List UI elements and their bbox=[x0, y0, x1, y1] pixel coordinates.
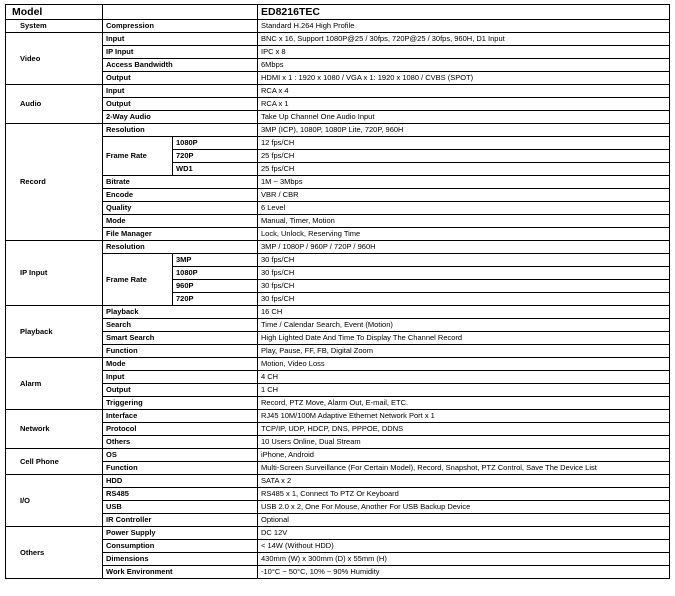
spec-row bbox=[6, 202, 670, 215]
header-row bbox=[6, 5, 670, 20]
feature-cell: 2-Way Audio bbox=[103, 111, 258, 124]
feature-cell: Frame Rate bbox=[103, 137, 173, 176]
value-cell: RCA x 1 bbox=[258, 98, 670, 111]
spec-row bbox=[6, 98, 670, 111]
spec-row bbox=[6, 462, 670, 475]
spec-row bbox=[6, 319, 670, 332]
value-cell: Optional bbox=[258, 514, 670, 527]
value-cell: DC 12V bbox=[258, 527, 670, 540]
spec-row bbox=[6, 488, 670, 501]
feature-cell: Dimensions bbox=[103, 553, 258, 566]
value-cell: 1M ~ 3Mbps bbox=[258, 176, 670, 189]
feature-cell: Interface bbox=[103, 410, 258, 423]
category-cell: IP Input bbox=[6, 241, 103, 306]
spec-row bbox=[6, 514, 670, 527]
feature-cell: Function bbox=[103, 345, 258, 358]
category-cell: Alarm bbox=[6, 358, 103, 410]
feature-cell: USB bbox=[103, 501, 258, 514]
header-spacer bbox=[103, 5, 258, 20]
feature-cell: Input bbox=[103, 371, 258, 384]
feature-cell: File Manager bbox=[103, 228, 258, 241]
spec-row bbox=[6, 241, 670, 254]
model-label: Model bbox=[6, 5, 103, 20]
value-cell: Take Up Channel One Audio Input bbox=[258, 111, 670, 124]
feature-cell: Power Supply bbox=[103, 527, 258, 540]
value-cell: SATA x 2 bbox=[258, 475, 670, 488]
value-cell: 3MP (ICP), 1080P, 1080P Lite, 720P, 960H bbox=[258, 124, 670, 137]
feature-cell: IP Input bbox=[103, 46, 258, 59]
value-cell: RS485 x 1, Connect To PTZ Or Keyboard bbox=[258, 488, 670, 501]
value-cell: Multi-Screen Surveillance (For Certain Model), Record, Snapshot, PTZ Control, Save The Device List bbox=[258, 462, 670, 475]
value-cell: Standard H.264 High Profile bbox=[258, 20, 670, 33]
category-cell: Video bbox=[6, 33, 103, 85]
value-cell: VBR / CBR bbox=[258, 189, 670, 202]
spec-table bbox=[5, 4, 670, 579]
feature-cell: RS485 bbox=[103, 488, 258, 501]
spec-row bbox=[6, 189, 670, 202]
value-cell: RCA x 4 bbox=[258, 85, 670, 98]
feature-cell: Input bbox=[103, 85, 258, 98]
value-cell: 25 fps/CH bbox=[258, 150, 670, 163]
spec-row bbox=[6, 553, 670, 566]
category-cell: Audio bbox=[6, 85, 103, 124]
spec-row bbox=[6, 384, 670, 397]
feature-cell: Output bbox=[103, 98, 258, 111]
spec-row bbox=[6, 72, 670, 85]
spec-row bbox=[6, 358, 670, 371]
value-cell: 6 Level bbox=[258, 202, 670, 215]
category-cell: Playback bbox=[6, 306, 103, 358]
feature-cell: Mode bbox=[103, 358, 258, 371]
feature-cell: Output bbox=[103, 72, 258, 85]
resolution-cell: 720P bbox=[173, 150, 258, 163]
value-cell: BNC x 16, Support 1080P@25 / 30fps, 720P@25 / 30fps, 960H, D1 Input bbox=[258, 33, 670, 46]
spec-row bbox=[6, 20, 670, 33]
value-cell: 6Mbps bbox=[258, 59, 670, 72]
resolution-cell: 1080P bbox=[173, 267, 258, 280]
spec-row bbox=[6, 59, 670, 72]
value-cell: 4 CH bbox=[258, 371, 670, 384]
spec-row bbox=[6, 215, 670, 228]
value-cell: Manual, Timer, Motion bbox=[258, 215, 670, 228]
value-cell: 1 CH bbox=[258, 384, 670, 397]
category-cell: Record bbox=[6, 124, 103, 241]
feature-cell: Resolution bbox=[103, 124, 258, 137]
feature-cell: Encode bbox=[103, 189, 258, 202]
feature-cell: Consumption bbox=[103, 540, 258, 553]
feature-cell: Input bbox=[103, 33, 258, 46]
value-cell: Record, PTZ Move, Alarm Out, E-mail, ETC. bbox=[258, 397, 670, 410]
spec-row bbox=[6, 449, 670, 462]
value-cell: 3MP / 1080P / 960P / 720P / 960H bbox=[258, 241, 670, 254]
feature-cell: Access Bandwidth bbox=[103, 59, 258, 72]
spec-row bbox=[6, 176, 670, 189]
spec-row bbox=[6, 33, 670, 46]
feature-cell: Output bbox=[103, 384, 258, 397]
feature-cell: Protocol bbox=[103, 423, 258, 436]
feature-cell: Compression bbox=[103, 20, 258, 33]
spec-row bbox=[6, 345, 670, 358]
feature-cell: Playback bbox=[103, 306, 258, 319]
spec-row bbox=[6, 228, 670, 241]
value-cell: 10 Users Online, Dual Stream bbox=[258, 436, 670, 449]
value-cell: 30 fps/CH bbox=[258, 267, 670, 280]
category-cell: Network bbox=[6, 410, 103, 449]
spec-row bbox=[6, 137, 670, 150]
value-cell: USB 2.0 x 2, One For Mouse, Another For USB Backup Device bbox=[258, 501, 670, 514]
value-cell: 25 fps/CH bbox=[258, 163, 670, 176]
value-cell: 30 fps/CH bbox=[258, 254, 670, 267]
spec-row bbox=[6, 527, 670, 540]
value-cell: HDMI x 1 : 1920 x 1080 / VGA x 1: 1920 x 1080 / CVBS (SPOT) bbox=[258, 72, 670, 85]
value-cell: Time / Calendar Search, Event (Motion) bbox=[258, 319, 670, 332]
feature-cell: Function bbox=[103, 462, 258, 475]
feature-cell: Others bbox=[103, 436, 258, 449]
value-cell: < 14W (Without HDD) bbox=[258, 540, 670, 553]
category-cell: Cell Phone bbox=[6, 449, 103, 475]
spec-row bbox=[6, 332, 670, 345]
spec-row bbox=[6, 371, 670, 384]
model-value: ED8216TEC bbox=[258, 5, 670, 20]
feature-cell: Quality bbox=[103, 202, 258, 215]
resolution-cell: 3MP bbox=[173, 254, 258, 267]
category-cell: Others bbox=[6, 527, 103, 579]
feature-cell: IR Controller bbox=[103, 514, 258, 527]
value-cell: 16 CH bbox=[258, 306, 670, 319]
spec-row bbox=[6, 540, 670, 553]
feature-cell: Triggering bbox=[103, 397, 258, 410]
resolution-cell: WD1 bbox=[173, 163, 258, 176]
value-cell: 12 fps/CH bbox=[258, 137, 670, 150]
value-cell: 30 fps/CH bbox=[258, 280, 670, 293]
value-cell: iPhone, Android bbox=[258, 449, 670, 462]
value-cell: TCP/IP, UDP, HDCP, DNS, PPPOE, DDNS bbox=[258, 423, 670, 436]
value-cell: Motion, Video Loss bbox=[258, 358, 670, 371]
feature-cell: Frame Rate bbox=[103, 254, 173, 306]
resolution-cell: 960P bbox=[173, 280, 258, 293]
spec-table-body bbox=[6, 5, 670, 579]
value-cell: IPC x 8 bbox=[258, 46, 670, 59]
feature-cell: Mode bbox=[103, 215, 258, 228]
resolution-cell: 1080P bbox=[173, 137, 258, 150]
spec-row bbox=[6, 436, 670, 449]
feature-cell: Work Environment bbox=[103, 566, 258, 579]
spec-row bbox=[6, 111, 670, 124]
spec-row bbox=[6, 306, 670, 319]
feature-cell: Resolution bbox=[103, 241, 258, 254]
value-cell: Lock, Unlock, Reserving Time bbox=[258, 228, 670, 241]
spec-row bbox=[6, 423, 670, 436]
value-cell: 430mm (W) x 300mm (D) x 55mm (H) bbox=[258, 553, 670, 566]
resolution-cell: 720P bbox=[173, 293, 258, 306]
spec-row bbox=[6, 46, 670, 59]
value-cell: 30 fps/CH bbox=[258, 293, 670, 306]
spec-row bbox=[6, 85, 670, 98]
value-cell: Play, Pause, FF, FB, Digital Zoom bbox=[258, 345, 670, 358]
value-cell: -10°C ~ 50°C, 10% ~ 90% Humidity bbox=[258, 566, 670, 579]
value-cell: RJ45 10M/100M Adaptive Ethernet Network Port x 1 bbox=[258, 410, 670, 423]
spec-row bbox=[6, 410, 670, 423]
feature-cell: Smart Search bbox=[103, 332, 258, 345]
value-cell: High Lighted Date And Time To Display The Channel Record bbox=[258, 332, 670, 345]
category-cell: System bbox=[6, 20, 103, 33]
spec-row bbox=[6, 501, 670, 514]
spec-row bbox=[6, 566, 670, 579]
category-cell: I/O bbox=[6, 475, 103, 527]
spec-row bbox=[6, 397, 670, 410]
spec-row bbox=[6, 475, 670, 488]
feature-cell: Search bbox=[103, 319, 258, 332]
feature-cell: HDD bbox=[103, 475, 258, 488]
spec-row bbox=[6, 254, 670, 267]
feature-cell: OS bbox=[103, 449, 258, 462]
feature-cell: Bitrate bbox=[103, 176, 258, 189]
spec-row bbox=[6, 124, 670, 137]
